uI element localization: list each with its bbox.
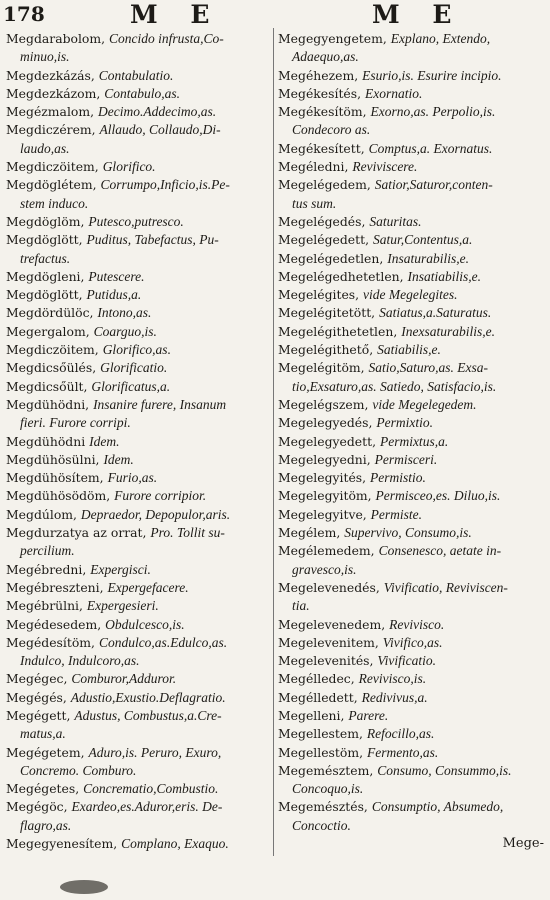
latin-gloss: Supervivo, Consumo,is. [344, 525, 472, 541]
latin-gloss: Glorificatio. [100, 360, 168, 376]
latin-gloss-continued: flagro,as. [20, 817, 72, 833]
headword: Megelégitöm, [278, 360, 369, 376]
headword: Megdiczöitem, [6, 342, 103, 358]
latin-gloss: Permisceri. [374, 451, 438, 467]
dictionary-entry [6, 524, 268, 542]
dictionary-entry [6, 121, 268, 139]
latin-gloss-continued: Concoctio. [292, 817, 351, 833]
dictionary-entry [6, 707, 268, 725]
headword: Megelégedett, [278, 232, 373, 248]
latin-gloss-continued: Adaequo,as. [292, 49, 359, 65]
dictionary-entry [6, 798, 268, 816]
latin-gloss: Furio,as. [107, 470, 158, 486]
entry-continuation [6, 195, 268, 213]
latin-gloss: Obdulcesco,is. [105, 616, 185, 632]
latin-gloss: Consumptio, Absumedo, [371, 799, 504, 815]
headword: Megégetes, [6, 781, 84, 797]
dictionary-entry [278, 433, 540, 451]
dictionary-entry [278, 616, 540, 634]
headword: Megdezkázom, [6, 85, 105, 101]
headword: Megergalom, [6, 323, 94, 339]
latin-gloss: Adustus, Combustus,a.Cre- [74, 707, 222, 723]
headword: Megégett, [6, 707, 75, 723]
latin-gloss: Glorificatus,a. [91, 378, 171, 394]
latin-gloss: Satiatus,a.Saturatus. [379, 305, 492, 321]
left-running-head: M E [130, 0, 222, 29]
dictionary-entry [6, 597, 268, 615]
dictionary-entry [6, 286, 268, 304]
dictionary-entry [6, 744, 268, 762]
latin-gloss: Putescere. [88, 268, 145, 284]
headword: Megdühösítem, [6, 470, 108, 486]
latin-gloss-continued: stem induco. [20, 195, 89, 211]
latin-gloss: Permiste. [370, 506, 423, 522]
latin-gloss-continued: fieri. Furore corripi. [20, 415, 131, 431]
headword: Megékesítöm, [278, 104, 371, 120]
latin-gloss: Satio,Saturo,as. Exsa- [368, 360, 489, 376]
latin-gloss-continued: Concremo. Comburo. [20, 762, 137, 778]
latin-gloss: Inexsaturabilis,e. [401, 323, 495, 339]
entry-continuation [6, 652, 268, 670]
headword: Megelégitetött, [278, 305, 380, 321]
entry-continuation [278, 561, 540, 579]
headword: Megdördülöc, [6, 305, 98, 321]
latin-gloss: Adustio,Exustio.Deflagratio. [70, 689, 226, 705]
latin-gloss: Comptus,a. Exornatus. [368, 140, 493, 156]
headword: Megelegyedés, [278, 415, 377, 431]
dictionary-entry [278, 341, 540, 359]
latin-gloss: Idem. [89, 433, 120, 449]
headword: Megdurzatya az orrat, [6, 525, 151, 541]
dictionary-entry [278, 744, 540, 762]
headword: Megdöglött, [6, 232, 87, 248]
headword: Megébreszteni, [6, 579, 108, 595]
headword: Megelégszem, [278, 396, 373, 412]
dictionary-entry [6, 835, 268, 853]
headword: Megdiczöitem, [6, 159, 103, 175]
dictionary-entry [278, 67, 540, 85]
latin-gloss-continued: gravesco,is. [292, 561, 357, 577]
dictionary-entry [6, 103, 268, 121]
entry-continuation [6, 250, 268, 268]
entry-continuation [6, 725, 268, 743]
headword: Megélemedem, [278, 543, 379, 559]
page-number: 178 [3, 2, 45, 26]
dictionary-entry [6, 158, 268, 176]
latin-gloss: Revivisco. [389, 616, 445, 632]
entry-continuation [278, 780, 540, 798]
headword: Megegyengetem, [278, 31, 391, 46]
page-header [0, 0, 550, 28]
dictionary-entry [278, 542, 540, 560]
left-column [6, 30, 268, 853]
dictionary-entry [278, 176, 540, 194]
latin-gloss: Aduro,is. Peruro, Exuro, [88, 744, 222, 760]
dictionary-entry [278, 634, 540, 652]
latin-gloss: vide Megelegites. [363, 287, 458, 303]
latin-gloss-continued: percilium. [20, 543, 75, 559]
dictionary-entry [278, 30, 540, 48]
latin-gloss: Contabulo,as. [104, 85, 181, 101]
latin-gloss: Allaudo, Collaudo,Di- [99, 122, 221, 138]
dictionary-entry [6, 268, 268, 286]
dictionary-entry [278, 670, 540, 688]
headword: Megégetem, [6, 744, 89, 760]
headword: Megdühösödöm, [6, 488, 115, 504]
headword: Megégés, [6, 689, 71, 705]
headword: Megelégedem, [278, 177, 375, 193]
latin-gloss: Satiabilis,e. [377, 342, 441, 358]
latin-gloss: Expergesieri. [86, 598, 159, 614]
headword: Megemésztem, [278, 762, 378, 778]
latin-gloss-continued: Concoquo,is. [292, 781, 364, 797]
latin-gloss: Intono,as. [97, 305, 152, 321]
latin-gloss-continued: minuo,is. [20, 49, 70, 65]
entry-continuation [278, 817, 540, 835]
headword: Megelégithető, [278, 342, 378, 358]
dictionary-entry [278, 798, 540, 816]
latin-gloss: Depraedor, Depopulor,aris. [80, 506, 231, 522]
latin-gloss: Decimo.Addecimo,as. [98, 104, 217, 120]
dictionary-entry [6, 780, 268, 798]
dictionary-entry [6, 176, 268, 194]
dictionary-entry [278, 286, 540, 304]
headword: Megézmalom, [6, 104, 98, 120]
dictionary-entry [6, 451, 268, 469]
headword: Megelégithetetlen, [278, 323, 402, 339]
latin-gloss: Redivivus,a. [361, 689, 428, 705]
latin-gloss: Parere. [348, 707, 389, 723]
dictionary-entry [278, 579, 540, 597]
latin-gloss: Insanire furere, Insanum [93, 396, 227, 412]
headword: Megemésztés, [278, 799, 372, 815]
headword: Megellestöm, [278, 744, 367, 760]
dictionary-entry [6, 67, 268, 85]
latin-gloss: Vivificatio. [377, 653, 437, 669]
entry-continuation [278, 597, 540, 615]
latin-gloss: Permixtio. [376, 415, 433, 431]
latin-gloss: Comburor,Adduror. [71, 671, 177, 687]
latin-gloss: Revivisco,is. [358, 671, 427, 687]
headword: Megdöglöm, [6, 213, 89, 229]
headword: Megékesítés, [278, 85, 365, 101]
latin-gloss: Permistio. [370, 470, 426, 486]
latin-gloss: Putesco,putresco. [88, 213, 184, 229]
catchword: Mege- [502, 836, 544, 851]
dictionary-entry [278, 451, 540, 469]
latin-gloss-continued: tia. [292, 598, 310, 614]
headword: Megdühödni [6, 433, 90, 449]
dictionary-entry [6, 359, 268, 377]
headword: Megdicsőülés, [6, 360, 101, 376]
dictionary-entry [6, 85, 268, 103]
dictionary-entry [278, 487, 540, 505]
latin-gloss: Insaturabilis,e. [387, 250, 470, 266]
dictionary-entry [278, 304, 540, 322]
headword: Megelegyitöm, [278, 488, 376, 504]
latin-gloss: Exardeo,es.Aduror,eris. De- [71, 799, 223, 815]
latin-gloss-continued: laudo,as. [20, 140, 70, 156]
headword: Megelevenités, [278, 653, 378, 669]
dictionary-entry [278, 323, 540, 341]
entry-continuation [278, 195, 540, 213]
latin-gloss: Complano, Exaquo. [121, 836, 229, 852]
headword: Megelevenedem, [278, 616, 390, 632]
latin-gloss: Concrematio,Combustio. [83, 781, 219, 797]
dictionary-entry [278, 231, 540, 249]
latin-gloss: Contabulatio. [98, 67, 174, 83]
headword: Megelégedhetetlen, [278, 268, 408, 284]
latin-gloss: Saturitas. [369, 213, 422, 229]
headword: Megdiczérem, [6, 122, 100, 138]
latin-gloss: Pro. Tollit su- [150, 525, 225, 541]
latin-gloss-continued: tio,Exsaturo,as. Satiedo, Satisfacio,is. [292, 378, 497, 394]
ink-blot [60, 880, 108, 894]
dictionary-entry [6, 304, 268, 322]
headword: Megdarabolom, [6, 31, 110, 46]
dictionary-entry [278, 652, 540, 670]
latin-gloss-continued: trefactus. [20, 250, 71, 266]
right-column [278, 30, 540, 835]
dictionary-entry [6, 30, 268, 48]
headword: Megdúlom, [6, 506, 81, 522]
latin-gloss: Corrumpo,Inficio,is.Pe- [100, 177, 230, 193]
headword: Megébredni, [6, 561, 91, 577]
latin-gloss: Reviviscere. [352, 159, 418, 175]
latin-gloss-continued: Condecoro as. [292, 122, 371, 138]
latin-gloss-continued: matus,a. [20, 726, 66, 742]
headword: Megelevenedés, [278, 579, 384, 595]
headword: Megelégedetlen, [278, 250, 388, 266]
dictionary-entry [6, 579, 268, 597]
dictionary-entry [278, 268, 540, 286]
entry-continuation [278, 48, 540, 66]
headword: Megdühödni, [6, 396, 94, 412]
dictionary-entry [278, 506, 540, 524]
headword: Megdöglött, [6, 287, 87, 303]
dictionary-entry [278, 359, 540, 377]
headword: Megélem, [278, 525, 345, 541]
dictionary-entry [278, 469, 540, 487]
headword: Megegyenesítem, [6, 836, 122, 852]
headword: Megégöc, [6, 799, 72, 815]
dictionary-entry [278, 725, 540, 743]
headword: Megékesített, [278, 140, 369, 156]
dictionary-entry [278, 85, 540, 103]
latin-gloss: Explano, Extendo, [390, 31, 491, 46]
latin-gloss: Idem. [103, 451, 134, 467]
headword: Megelégites, [278, 287, 364, 303]
headword: Megégec, [6, 671, 72, 687]
headword: Megdögleni, [6, 268, 89, 284]
dictionary-entry [278, 524, 540, 542]
latin-gloss-continued: tus sum. [292, 195, 337, 211]
dictionary-entry [6, 231, 268, 249]
dictionary-entry [278, 140, 540, 158]
headword: Megélledett, [278, 689, 362, 705]
dictionary-entry [6, 213, 268, 231]
latin-gloss: Exornatio. [365, 85, 423, 101]
latin-gloss: Esurio,is. Esurire incipio. [362, 67, 502, 83]
headword: Megelegyedni, [278, 451, 375, 467]
dictionary-entry [278, 250, 540, 268]
dictionary-entry [278, 707, 540, 725]
entry-continuation [278, 121, 540, 139]
dictionary-entry [6, 378, 268, 396]
headword: Megédesítöm, [6, 634, 99, 650]
latin-gloss: Vivifico,as. [382, 634, 443, 650]
latin-gloss: Fermento,as. [366, 744, 439, 760]
headword: Megéledni, [278, 159, 353, 175]
headword: Megébrülni, [6, 598, 87, 614]
headword: Megellestem, [278, 726, 367, 742]
latin-gloss: Condulco,as.Edulco,as. [98, 634, 228, 650]
headword: Megelégedés, [278, 213, 370, 229]
dictionary-entry [6, 670, 268, 688]
entry-continuation [6, 48, 268, 66]
latin-gloss: Expergisci. [90, 561, 151, 577]
headword: Megélledec, [278, 671, 359, 687]
latin-gloss: Coarguo,is. [93, 323, 157, 339]
column-divider [273, 28, 274, 856]
entry-continuation [6, 140, 268, 158]
dictionary-entry [278, 414, 540, 432]
dictionary-entry [6, 469, 268, 487]
entry-continuation [6, 414, 268, 432]
dictionary-entry [6, 396, 268, 414]
latin-gloss: Putidus,a. [86, 287, 142, 303]
dictionary-entry [6, 561, 268, 579]
headword: Megelevenitem, [278, 634, 383, 650]
headword: Megdühösülni, [6, 451, 104, 467]
entry-continuation [278, 378, 540, 396]
dictionary-entry [278, 213, 540, 231]
headword: Megelegyedett, [278, 433, 380, 449]
latin-gloss: Permixtus,a. [379, 433, 449, 449]
latin-gloss: Consumo, Consummo,is. [377, 762, 512, 778]
latin-gloss: Glorifico. [102, 159, 156, 175]
latin-gloss: vide Megelegedem. [372, 396, 477, 412]
latin-gloss: Puditus, Tabefactus, Pu- [86, 232, 219, 248]
entry-continuation [6, 762, 268, 780]
dictionary-entry [6, 323, 268, 341]
headword: Megéhezem, [278, 67, 363, 83]
headword: Megelegyitve, [278, 506, 371, 522]
dictionary-entry [278, 158, 540, 176]
latin-gloss: Vivificatio, Reviviscen- [383, 579, 508, 595]
dictionary-entry [6, 616, 268, 634]
latin-gloss: Exorno,as. Perpolio,is. [370, 104, 496, 120]
latin-gloss: Expergefacere. [107, 579, 189, 595]
headword: Megelegyités, [278, 470, 371, 486]
dictionary-entry [278, 689, 540, 707]
dictionary-entry [6, 341, 268, 359]
latin-gloss: Consenesco, aetate in- [378, 543, 502, 559]
latin-gloss: Concido infrusta,Co- [109, 31, 224, 46]
right-running-head: M E [372, 0, 464, 29]
headword: Megdöglétem, [6, 177, 101, 193]
latin-gloss: Furore corripior. [114, 488, 207, 504]
dictionary-entry [278, 103, 540, 121]
headword: Megdezkázás, [6, 67, 99, 83]
entry-continuation [6, 817, 268, 835]
dictionary-entry [6, 506, 268, 524]
latin-gloss: Satior,Saturor,conten- [374, 177, 493, 193]
latin-gloss: Permisceo,es. Diluo,is. [375, 488, 501, 504]
headword: Megédesedem, [6, 616, 106, 632]
dictionary-entry [6, 689, 268, 707]
dictionary-entry [278, 396, 540, 414]
latin-gloss: Glorifico,as. [102, 342, 171, 358]
dictionary-entry [6, 487, 268, 505]
latin-gloss: Insatiabilis,e. [407, 268, 482, 284]
latin-gloss: Refocillo,as. [366, 726, 435, 742]
latin-gloss: Satur,Contentus,a. [372, 232, 473, 248]
dictionary-entry [6, 634, 268, 652]
dictionary-entry [6, 433, 268, 451]
dictionary-entry [278, 762, 540, 780]
latin-gloss-continued: Indulco, Indulcoro,as. [20, 653, 140, 669]
headword: Megdicsőült, [6, 378, 92, 394]
headword: Megelleni, [278, 707, 349, 723]
entry-continuation [6, 542, 268, 560]
